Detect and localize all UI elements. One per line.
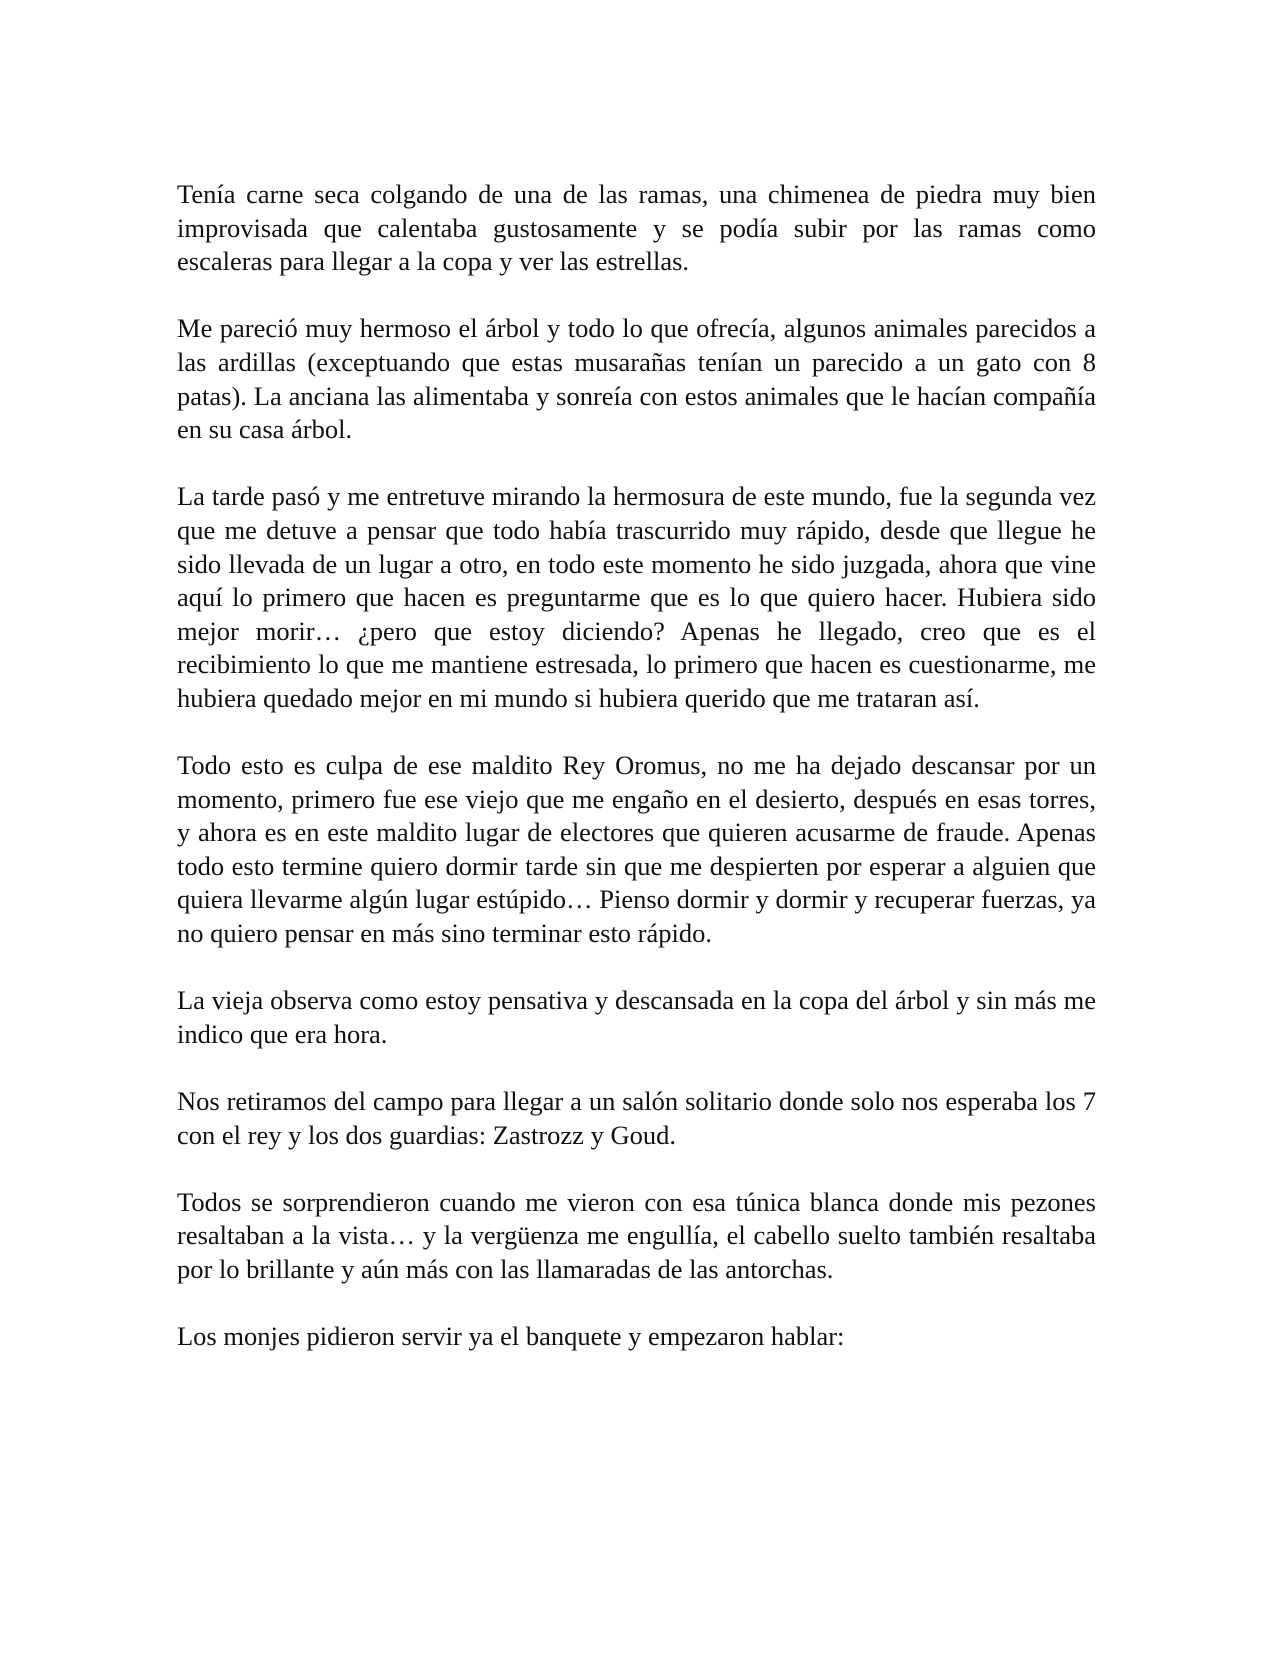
paragraph: Tenía carne seca colgando de una de las ramas, una chimenea de piedra muy bien improvisada que calentaba gustosamente y se podía subir por las ramas como escaleras para llegar a la copa y ver las estrellas. — [177, 179, 1096, 277]
paragraph: Nos retiramos del campo para llegar a un salón solitario donde solo nos esperaba los 7 con el rey y los dos guardias: Zastrozz y Goud. — [177, 1086, 1096, 1150]
paragraph: Todos se sorprendieron cuando me vieron con esa túnica blanca donde mis pezones resaltaban a la vista… y la vergüenza me engullía, el cabello suelto también resaltaba por lo brillante y aún más con las llamaradas de las antorchas. — [177, 1186, 1096, 1284]
paragraph: Me pareció muy hermoso el árbol y todo lo que ofrecía, algunos animales parecidos a las ardillas (exceptuando que estas musarañas tenían un parecido a un gato con 8 patas). La anciana las alimentaba y sonreía con estos animales que le hacían compañía en su casa árbol. — [177, 313, 1096, 445]
document-body — [177, 178, 1096, 1387]
paragraph: La tarde pasó y me entretuve mirando la hermosura de este mundo, fue la segunda vez que me detuve a pensar que todo había trascurrido muy rápido, desde que llegue he sido llevada de un lugar a otro, en todo este momento he sido juzgada, ahora que vine aquí lo primero que hacen es preguntarme que es lo que quiero hacer. Hubiera sido mejor morir… ¿pero que estoy diciendo? Apenas he llegado, creo que es el recibimiento lo que me mantiene estresada, lo primero que hacen es cuestionarme, me hubiera quedado mejor en mi mundo si hubiera querido que me trataran así. — [177, 481, 1096, 713]
paragraph: Los monjes pidieron servir ya el banquete y empezaron hablar: — [177, 1321, 845, 1352]
paragraph: Todo esto es culpa de ese maldito Rey Oromus, no me ha dejado descansar por un momento, primero fue ese viejo que me engaño en el desierto, después en esas torres, y ahora es en este maldito lugar de electores que quieren acusarme de fraude. Apenas todo esto termine quiero dormir tarde sin que me despierten por esperar a alguien que quiera llevarme algún lugar estúpido… Pienso dormir y dormir y recuperar fuerzas, ya no quiero pensar en más sino terminar esto rápido. — [177, 750, 1096, 949]
paragraph: La vieja observa como estoy pensativa y descansada en la copa del árbol y sin más me indico que era hora. — [177, 985, 1096, 1049]
